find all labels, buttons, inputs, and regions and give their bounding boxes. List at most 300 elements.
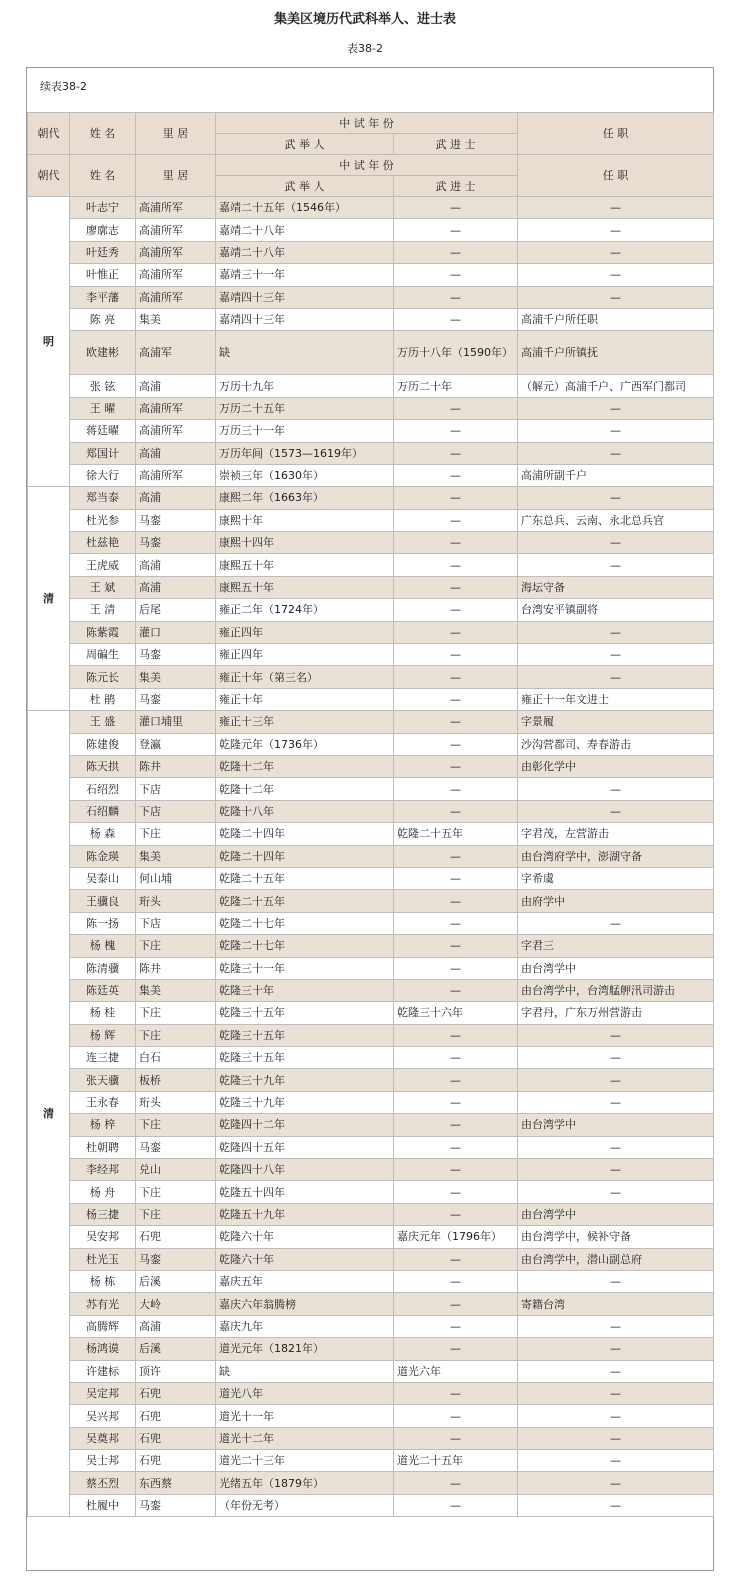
name-cell: 杨 辉 (70, 1024, 136, 1046)
table-row (28, 1047, 714, 1069)
hometown-cell: 高浦 (136, 554, 216, 576)
jinshi-year-cell: — (394, 688, 518, 710)
hometown-cell: 高浦所军 (136, 241, 216, 263)
juren-year-cell: 乾隆五十四年 (216, 1181, 394, 1203)
hometown-cell: 高浦所军 (136, 219, 216, 241)
office-cell: 由台湾学中，台湾艋舺汛司游击 (518, 979, 714, 1001)
name-cell: 杜兹艳 (70, 532, 136, 554)
juren-year-cell: 乾隆四十八年 (216, 1159, 394, 1181)
table-row (28, 1136, 714, 1158)
name-cell: 陈廷英 (70, 979, 136, 1001)
hometown-cell: 马銮 (136, 1136, 216, 1158)
hometown-cell: 高浦 (136, 442, 216, 464)
table-row (28, 935, 714, 957)
jinshi-year-cell: — (394, 1382, 518, 1404)
hometown-cell: 白石 (136, 1047, 216, 1069)
hometown-cell: 高浦 (136, 487, 216, 509)
header-juren: 武 举 人 (216, 176, 394, 197)
name-cell: 杨三捷 (70, 1203, 136, 1225)
juren-year-cell: 乾隆三十九年 (216, 1069, 394, 1091)
juren-year-cell: 道光十一年 (216, 1405, 394, 1427)
table-row (28, 1069, 714, 1091)
hometown-cell: 下庄 (136, 823, 216, 845)
juren-year-cell: 万历十九年 (216, 375, 394, 397)
jinshi-year-cell: — (394, 778, 518, 800)
office-cell: — (518, 1382, 714, 1404)
juren-year-cell: 崇祯三年（1630年） (216, 464, 394, 486)
name-cell: 叶惟正 (70, 264, 136, 286)
office-cell: 字君三 (518, 935, 714, 957)
jinshi-year-cell: — (394, 509, 518, 531)
dynasty-cell: 清 (28, 711, 70, 1517)
juren-year-cell: 雍正四年 (216, 644, 394, 666)
office-cell: 字君丹，广东万州营游击 (518, 1002, 714, 1024)
juren-year-cell: 嘉靖四十三年 (216, 286, 394, 308)
jinshi-year-cell: — (394, 1181, 518, 1203)
name-cell: 吴士邦 (70, 1450, 136, 1472)
name-cell: 陈 亮 (70, 308, 136, 330)
jinshi-year-cell: — (394, 890, 518, 912)
table-row (28, 621, 714, 643)
jinshi-year-cell: — (394, 666, 518, 688)
table-row (28, 1494, 714, 1516)
juren-year-cell: 嘉靖四十三年 (216, 308, 394, 330)
name-cell: 王虎威 (70, 554, 136, 576)
table-row (28, 1226, 714, 1248)
table-row (28, 487, 714, 509)
name-cell: 徐大行 (70, 464, 136, 486)
hometown-cell: 高浦 (136, 375, 216, 397)
jinshi-year-cell: — (394, 733, 518, 755)
juren-year-cell: 乾隆三十五年 (216, 1024, 394, 1046)
hometown-cell: 马銮 (136, 1494, 216, 1516)
hometown-cell: 集美 (136, 308, 216, 330)
header-office: 任 职 (518, 155, 714, 197)
hometown-cell: 集美 (136, 845, 216, 867)
hometown-cell: 灌口 (136, 621, 216, 643)
juren-year-cell: （年份无考） (216, 1494, 394, 1516)
table-row (28, 554, 714, 576)
jinshi-year-cell: — (394, 1405, 518, 1427)
page-title: 集美区境历代武科举人、进士表 (273, 12, 456, 27)
jinshi-year-cell: — (394, 957, 518, 979)
name-cell: 陈天拱 (70, 755, 136, 777)
jinshi-year-cell: — (394, 1494, 518, 1516)
office-cell: — (518, 1270, 714, 1292)
name-cell: 许建标 (70, 1360, 136, 1382)
jinshi-year-cell: — (394, 219, 518, 241)
header-juren: 武 举 人 (216, 134, 394, 155)
juren-year-cell: 乾隆六十年 (216, 1248, 394, 1270)
table-row (28, 219, 714, 241)
jinshi-year-cell: — (394, 935, 518, 957)
table-row (28, 1382, 714, 1404)
header-jinshi: 武 进 士 (394, 176, 518, 197)
table-row (28, 308, 714, 330)
juren-year-cell: 万历三十一年 (216, 420, 394, 442)
juren-year-cell: 万历二十五年 (216, 397, 394, 419)
juren-year-cell: 雍正二年（1724年） (216, 599, 394, 621)
office-cell: — (518, 1427, 714, 1449)
office-cell: — (518, 621, 714, 643)
jinshi-year-cell: — (394, 442, 518, 464)
table-row (28, 241, 714, 263)
hometown-cell: 东西蔡 (136, 1472, 216, 1494)
name-cell: 吴泰山 (70, 867, 136, 889)
juren-year-cell: 乾隆二十七年 (216, 912, 394, 934)
name-cell: 吴奠邦 (70, 1427, 136, 1449)
jinshi-year-cell: — (394, 1248, 518, 1270)
hometown-cell: 石兜 (136, 1427, 216, 1449)
hometown-cell: 下店 (136, 778, 216, 800)
juren-year-cell: 乾隆二十五年 (216, 867, 394, 889)
juren-year-cell: 乾隆三十一年 (216, 957, 394, 979)
table-row (28, 331, 714, 375)
table-row (28, 890, 714, 912)
jinshi-year-cell: — (394, 1114, 518, 1136)
hometown-cell: 下店 (136, 912, 216, 934)
jinshi-year-cell: — (394, 800, 518, 822)
table-number: 表38-2 (347, 42, 383, 55)
jinshi-year-cell: — (394, 1069, 518, 1091)
hometown-cell: 高浦军 (136, 331, 216, 375)
name-cell: 杨 栋 (70, 1270, 136, 1292)
jinshi-year-cell: 嘉庆元年（1796年） (394, 1226, 518, 1248)
table-row (28, 509, 714, 531)
hometown-cell: 下庄 (136, 1203, 216, 1225)
hometown-cell: 珩头 (136, 1091, 216, 1113)
juren-year-cell: 乾隆二十四年 (216, 823, 394, 845)
juren-year-cell: 康熙五十年 (216, 554, 394, 576)
office-cell: 由台湾学中 (518, 1114, 714, 1136)
name-cell: 陈清骥 (70, 957, 136, 979)
header-name: 姓 名 (70, 113, 136, 155)
hometown-cell: 陈井 (136, 755, 216, 777)
juren-year-cell: 乾隆三十五年 (216, 1002, 394, 1024)
hometown-cell: 陈井 (136, 957, 216, 979)
hometown-cell: 兑山 (136, 1159, 216, 1181)
office-cell: 由台湾学中 (518, 957, 714, 979)
jinshi-year-cell: — (394, 197, 518, 219)
office-cell: 高浦所副千户 (518, 464, 714, 486)
office-cell: 台湾安平镇副将 (518, 599, 714, 621)
jinshi-year-cell: — (394, 599, 518, 621)
table-row (28, 644, 714, 666)
header-hometown: 里 居 (136, 113, 216, 155)
juren-year-cell: 道光八年 (216, 1382, 394, 1404)
jinshi-year-cell: 乾隆二十五年 (394, 823, 518, 845)
hometown-cell: 后溪 (136, 1270, 216, 1292)
jinshi-year-cell: 道光二十五年 (394, 1450, 518, 1472)
jinshi-year-cell: 乾隆三十六年 (394, 1002, 518, 1024)
name-cell: 杜朝聘 (70, 1136, 136, 1158)
office-cell: — (518, 241, 714, 263)
hometown-cell: 马銮 (136, 532, 216, 554)
jinshi-year-cell: — (394, 554, 518, 576)
juren-year-cell: 道光二十三年 (216, 1450, 394, 1472)
office-cell: — (518, 644, 714, 666)
office-cell: — (518, 666, 714, 688)
office-cell: — (518, 1338, 714, 1360)
table-body (28, 197, 714, 1517)
juren-year-cell: 嘉靖二十八年 (216, 219, 394, 241)
name-cell: 周碥生 (70, 644, 136, 666)
office-cell: 高浦千户所镇抚 (518, 331, 714, 375)
juren-year-cell: 雍正十年 (216, 688, 394, 710)
hometown-cell: 石兜 (136, 1226, 216, 1248)
hometown-cell: 下庄 (136, 1002, 216, 1024)
jinshi-year-cell: 道光六年 (394, 1360, 518, 1382)
office-cell: — (518, 487, 714, 509)
table-row (28, 823, 714, 845)
juren-year-cell: 道光十二年 (216, 1427, 394, 1449)
hometown-cell: 石兜 (136, 1405, 216, 1427)
juren-year-cell: 道光元年（1821年） (216, 1338, 394, 1360)
office-cell: — (518, 1024, 714, 1046)
name-cell: 张天骥 (70, 1069, 136, 1091)
juren-year-cell: 嘉庆五年 (216, 1270, 394, 1292)
juren-year-cell: 乾隆三十五年 (216, 1047, 394, 1069)
name-cell: 王骥良 (70, 890, 136, 912)
table-row (28, 688, 714, 710)
name-cell: 张 铉 (70, 375, 136, 397)
table-row (28, 912, 714, 934)
name-cell: 吴定邦 (70, 1382, 136, 1404)
jinshi-year-cell: — (394, 464, 518, 486)
hometown-cell: 马銮 (136, 688, 216, 710)
table-row (28, 1203, 714, 1225)
juren-year-cell: 雍正十三年 (216, 711, 394, 733)
jinshi-year-cell: — (394, 644, 518, 666)
juren-year-cell: 康熙十年 (216, 509, 394, 531)
hometown-cell: 大岭 (136, 1293, 216, 1315)
hometown-cell: 灌口埔里 (136, 711, 216, 733)
name-cell: 欧建彬 (70, 331, 136, 375)
jinshi-year-cell: — (394, 1159, 518, 1181)
name-cell: 王 曜 (70, 397, 136, 419)
table-row (28, 755, 714, 777)
juren-year-cell: 嘉庆六年翁腾榜 (216, 1293, 394, 1315)
name-cell: 杜 鹃 (70, 688, 136, 710)
name-cell: 叶志宁 (70, 197, 136, 219)
table-row (28, 845, 714, 867)
name-cell: 陈元长 (70, 666, 136, 688)
office-cell: — (518, 1069, 714, 1091)
hometown-cell: 高浦 (136, 1315, 216, 1337)
name-cell: 石绍麟 (70, 800, 136, 822)
office-cell: — (518, 1450, 714, 1472)
jinshi-year-cell: — (394, 576, 518, 598)
table-row (28, 1405, 714, 1427)
table-row (28, 1024, 714, 1046)
juren-year-cell: 乾隆二十四年 (216, 845, 394, 867)
hometown-cell: 下庄 (136, 1024, 216, 1046)
table-row (28, 286, 714, 308)
juren-year-cell: 康熙二年（1663年） (216, 487, 394, 509)
juren-year-cell: 康熙十四年 (216, 532, 394, 554)
table-row (28, 711, 714, 733)
name-cell: 郑国计 (70, 442, 136, 464)
office-cell: 海坛守备 (518, 576, 714, 598)
header-hometown: 里 居 (136, 155, 216, 197)
office-cell: 由彰化学中 (518, 755, 714, 777)
juren-year-cell: 嘉靖二十五年（1546年） (216, 197, 394, 219)
name-cell: 石绍烈 (70, 778, 136, 800)
name-cell: 杜光参 (70, 509, 136, 531)
name-cell: 杨 槐 (70, 935, 136, 957)
hometown-cell: 高浦所军 (136, 286, 216, 308)
jinshi-year-cell: — (394, 1270, 518, 1292)
hometown-cell: 高浦所军 (136, 420, 216, 442)
name-cell: 杨 梓 (70, 1114, 136, 1136)
office-cell: 寄籍台湾 (518, 1293, 714, 1315)
office-cell: 高浦千户所任职 (518, 308, 714, 330)
name-cell: 郑当泰 (70, 487, 136, 509)
hometown-cell: 后尾 (136, 599, 216, 621)
table-row (28, 1181, 714, 1203)
jinshi-year-cell: — (394, 1203, 518, 1225)
office-cell: 字君茂，左营游击 (518, 823, 714, 845)
hometown-cell: 板桥 (136, 1069, 216, 1091)
table-row (28, 197, 714, 219)
office-cell: — (518, 800, 714, 822)
name-cell: 李平藩 (70, 286, 136, 308)
jinshi-year-cell: 万历二十年 (394, 375, 518, 397)
hometown-cell: 高浦所军 (136, 197, 216, 219)
jinshi-year-cell: — (394, 308, 518, 330)
juren-year-cell: 乾隆三十九年 (216, 1091, 394, 1113)
name-cell: 杨 桂 (70, 1002, 136, 1024)
office-cell: — (518, 286, 714, 308)
header-jinshi: 武 进 士 (394, 134, 518, 155)
table-row (28, 800, 714, 822)
table-row (28, 375, 714, 397)
office-cell: 字景履 (518, 711, 714, 733)
table-row (28, 957, 714, 979)
jinshi-year-cell: — (394, 1472, 518, 1494)
hometown-cell: 高浦 (136, 576, 216, 598)
table-row (28, 576, 714, 598)
header-exam-year: 中 试 年 份 (216, 113, 518, 134)
office-cell: — (518, 1405, 714, 1427)
office-cell: — (518, 420, 714, 442)
office-cell: — (518, 397, 714, 419)
jinshi-year-cell: — (394, 532, 518, 554)
office-cell: — (518, 1472, 714, 1494)
juren-year-cell: 缺 (216, 1360, 394, 1382)
office-cell: 由台湾府学中，澎湖守备 (518, 845, 714, 867)
office-cell: （解元）高浦千户、广西军门都司 (518, 375, 714, 397)
office-cell: — (518, 197, 714, 219)
name-cell: 连三捷 (70, 1047, 136, 1069)
table-row (28, 442, 714, 464)
office-cell: — (518, 1360, 714, 1382)
office-cell: 雍正十一年文进士 (518, 688, 714, 710)
juren-year-cell: 万历年间（1573—1619年） (216, 442, 394, 464)
name-cell: 杨鸿谟 (70, 1338, 136, 1360)
table-row (28, 1427, 714, 1449)
juren-year-cell: 乾隆四十五年 (216, 1136, 394, 1158)
name-cell: 陈金瑛 (70, 845, 136, 867)
table-row (28, 1315, 714, 1337)
office-cell: 广东总兵、云南、永北总兵官 (518, 509, 714, 531)
name-cell: 苏有光 (70, 1293, 136, 1315)
header-office: 任 职 (518, 113, 714, 155)
jinshi-year-cell: — (394, 755, 518, 777)
juren-year-cell: 嘉靖三十一年 (216, 264, 394, 286)
continued-label: 续表38-2 (40, 80, 87, 93)
header-exam-year: 中 试 年 份 (216, 155, 518, 176)
office-cell: — (518, 1494, 714, 1516)
jinshi-year-cell: — (394, 420, 518, 442)
office-cell: 字希虞 (518, 867, 714, 889)
office-cell: — (518, 1091, 714, 1113)
office-cell: — (518, 1159, 714, 1181)
hometown-cell: 顶许 (136, 1360, 216, 1382)
office-cell: — (518, 442, 714, 464)
hometown-cell: 珩头 (136, 890, 216, 912)
hometown-cell: 马銮 (136, 1248, 216, 1270)
juren-year-cell: 乾隆元年（1736年） (216, 733, 394, 755)
jinshi-year-cell: — (394, 1047, 518, 1069)
juren-year-cell: 雍正四年 (216, 621, 394, 643)
juren-year-cell: 乾隆十二年 (216, 778, 394, 800)
dynasty-cell: 明 (28, 197, 70, 487)
table-row (28, 1338, 714, 1360)
office-cell: — (518, 778, 714, 800)
name-cell: 蒋廷曜 (70, 420, 136, 442)
office-cell: — (518, 532, 714, 554)
jinshi-year-cell: — (394, 1293, 518, 1315)
jinshi-year-cell: — (394, 1427, 518, 1449)
juren-year-cell: 康熙五十年 (216, 576, 394, 598)
office-cell: 由台湾学中，候补守备 (518, 1226, 714, 1248)
hometown-cell: 高浦所军 (136, 264, 216, 286)
table-row (28, 1114, 714, 1136)
name-cell: 陈一扬 (70, 912, 136, 934)
hometown-cell: 下店 (136, 800, 216, 822)
name-cell: 王 斌 (70, 576, 136, 598)
name-cell: 陈建俊 (70, 733, 136, 755)
dynasty-cell: 清 (28, 487, 70, 711)
juren-year-cell: 乾隆五十九年 (216, 1203, 394, 1225)
name-cell: 廖廓志 (70, 219, 136, 241)
hometown-cell: 何山埔 (136, 867, 216, 889)
name-cell: 王永春 (70, 1091, 136, 1113)
jinshi-year-cell: — (394, 845, 518, 867)
header-row (28, 155, 714, 176)
table-row (28, 1002, 714, 1024)
table-row (28, 1091, 714, 1113)
table-row (28, 1270, 714, 1292)
hometown-cell: 马銮 (136, 644, 216, 666)
name-cell: 王 盛 (70, 711, 136, 733)
hometown-cell: 石兜 (136, 1450, 216, 1472)
name-cell: 李经邦 (70, 1159, 136, 1181)
table-row (28, 264, 714, 286)
table-row (28, 1159, 714, 1181)
hometown-cell: 石兜 (136, 1382, 216, 1404)
table-row (28, 1248, 714, 1270)
jinshi-year-cell: — (394, 711, 518, 733)
table-header (28, 113, 714, 197)
name-cell: 杨 森 (70, 823, 136, 845)
header-name: 姓 名 (70, 155, 136, 197)
name-cell: 蔡丕烈 (70, 1472, 136, 1494)
name-cell: 杜履中 (70, 1494, 136, 1516)
juren-year-cell: 雍正十年（第三名） (216, 666, 394, 688)
juren-year-cell: 光绪五年（1879年） (216, 1472, 394, 1494)
